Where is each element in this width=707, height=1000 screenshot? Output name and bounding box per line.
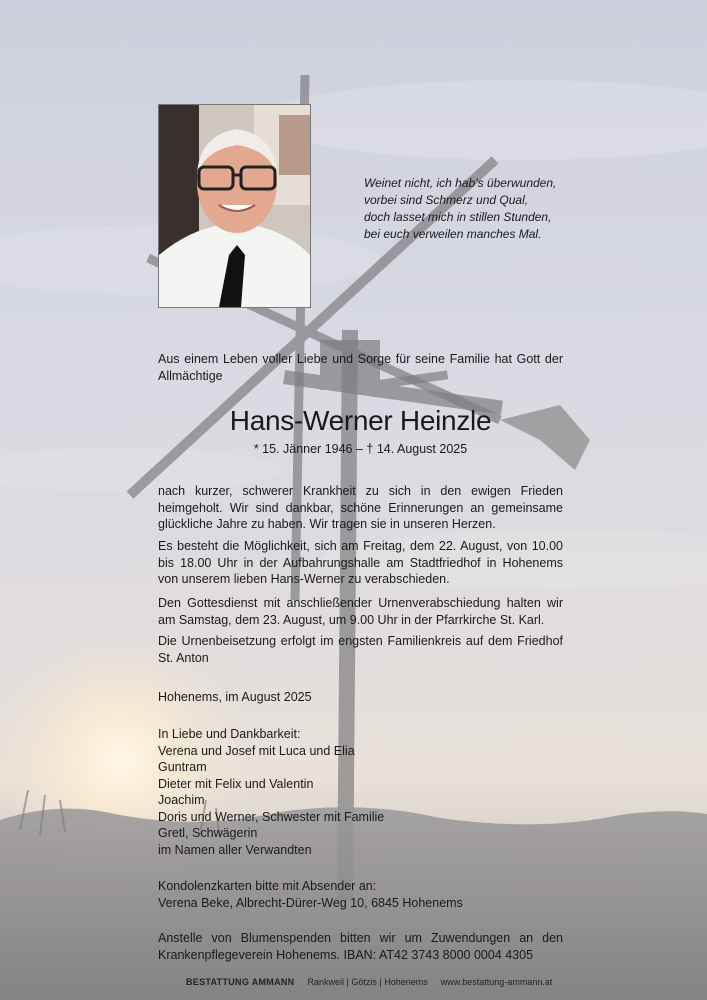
brand-name-bold: AMMANN	[251, 977, 295, 987]
poem-line: vorbei sind Schmerz und Qual,	[364, 193, 529, 207]
brand-name-light: BESTATTUNG	[186, 977, 250, 987]
mourner-line: Joachim	[158, 793, 205, 807]
mourner-line: im Namen aller Verwandten	[158, 842, 312, 857]
intro-text: Aus einem Leben voller Liebe und Sorge für seine Familie hat Gott der Allmächtige	[158, 352, 563, 383]
footer-locations: Rankweil | Götzis | Hohenems	[307, 977, 428, 987]
condolence-line: Kondolenzkarten bitte mit Absender an:	[158, 879, 377, 893]
poem-line: doch lasset mich in stillen Stunden,	[364, 210, 552, 224]
paragraph-death-notice: nach kurzer, schwerer Krankheit zu sich in den ewigen Frieden heimgeholt. Wir sind dankbar, schöne Erinnerungen an gemeinsame glückliche Jahre zu haben. Wir tragen sie in unseren Herzen.	[158, 484, 563, 531]
mourner-line: Doris und Werner, Schwester mit Familie	[158, 809, 385, 824]
mourner-line: Guntram	[158, 760, 207, 774]
condolence-address: Verena Beke, Albrecht-Dürer-Weg 10, 6845 Hohenems	[158, 895, 463, 910]
donation-notice: Anstelle von Blumenspenden bitten wir um Zuwendungen an den Krankenpflegeverein Hohenems. IBAN: AT42 3743 8000 0004 4305	[158, 931, 563, 962]
paragraph-viewing: Es besteht die Möglichkeit, sich am Freitag, dem 22. August, von 10.00 bis 18.00 Uhr in der Aufbahrungshalle am Stadtfriedhof in Hohenems von unserem lieben Hans-Werner zu verabschieden.	[158, 539, 563, 586]
deceased-name: Hans-Werner Heinzle	[229, 405, 492, 436]
paragraph-burial: Die Urnenbeisetzung erfolgt im engsten Familienkreis auf dem Friedhof St. Anton	[158, 634, 563, 665]
footer-website[interactable]: www.bestattung-ammann.at	[440, 977, 553, 987]
mourners-list	[158, 726, 563, 858]
poem-line: bei euch verweilen manches Mal.	[364, 227, 542, 241]
life-dates: * 15. Jänner 1946 – † 14. August 2025	[253, 442, 468, 456]
mourner-line: Gretl, Schwägerin	[158, 826, 258, 840]
mourner-line: In Liebe und Dankbarkeit:	[158, 727, 301, 741]
poem-line: Weinet nicht, ich hab’s überwunden,	[364, 176, 557, 190]
portrait-photo	[158, 104, 311, 308]
portrait-illustration	[159, 105, 310, 307]
condolence-cards	[158, 878, 563, 911]
poem	[364, 175, 579, 243]
place-and-date: Hohenems, im August 2025	[158, 690, 312, 704]
mourner-line: Dieter mit Felix und Valentin	[158, 776, 314, 791]
paragraph-service: Den Gottesdienst mit anschließender Urnenverabschiedung halten wir am Samstag, dem 23. August, um 9.00 Uhr in der Pfarrkirche St. Karl.	[158, 596, 563, 627]
mourner-line: Verena und Josef mit Luca und Elia	[158, 743, 355, 758]
funeral-home-footer	[186, 977, 552, 987]
